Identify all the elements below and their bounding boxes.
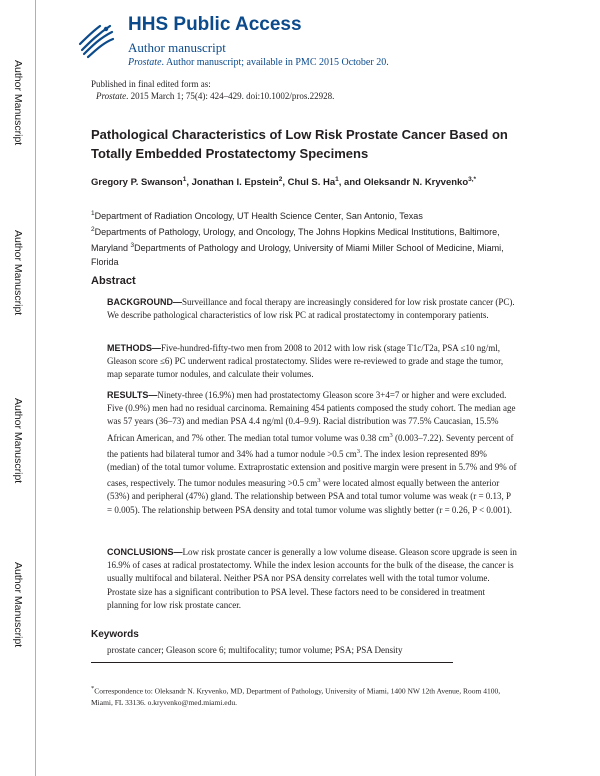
article-title: Pathological Characteristics of Low Risk Prostate Cancer Based on Totally Embedded Prostatectomy Specimens xyxy=(91,127,508,161)
abstract-heading: Abstract xyxy=(91,275,136,287)
availability-text: . Author manuscript; available in PMC 2015 October 20. xyxy=(161,57,389,68)
citation-text: . 2015 March 1; 75(4): 424–429. doi:10.1002/pros.22928. xyxy=(126,91,335,101)
author-affiliation-sup: 3,* xyxy=(468,176,477,183)
abstract-methods: METHODS—Five-hundred-fifty-two men from 2008 to 2012 with low risk (stage T1c/T2a, PSA ≤10 ng/ml, Gleason score ≤6) PC underwent radical prostatectomy. Slides were re-reviewed to grade and stage the tumor, map separate tumor nodules, and calculate their volumes. xyxy=(107,343,504,380)
conclusions-label: CONCLUSIONS— xyxy=(107,547,183,557)
hhs-public-access-title: HHS Public Access xyxy=(128,14,302,35)
sidebar-author-manuscript-2: Author Manuscript xyxy=(12,230,24,316)
methods-label: METHODS— xyxy=(107,343,161,353)
keywords-heading: Keywords xyxy=(91,629,139,640)
abstract-conclusions: CONCLUSIONS—Low risk prostate cancer is generally a low volume disease. Gleason score upgrade is seen in 16.9% of cases at radical prostatectomy. While the index lesion accounts for the bulk of the disease, the cancer is usually multifocal and bilateral. Neither PSA nor PSA density correlates well with the total tumor volume. Prostate size has a significant contribution to PSA level. These factors need to be considered in treatment planning for low risk prostate cancer. xyxy=(107,547,517,610)
author-list: Gregory P. Swanson$^1$, Jonathan I. Epstein$^2$, Chul S. Ha$^1$, and Oleksandr N. Kryvenko$^{3,*}$ xyxy=(91,176,477,189)
author-name: Gregory P. Swanson xyxy=(91,177,183,189)
publication-info xyxy=(91,78,334,102)
citation-journal: Prostate xyxy=(96,91,127,101)
footnote-divider xyxy=(91,662,453,663)
sidebar-divider xyxy=(35,0,36,776)
author-manuscript-label: Author manuscript xyxy=(128,40,226,55)
hhs-eagle-logo-icon xyxy=(76,20,116,60)
journal-name: Prostate xyxy=(128,57,162,68)
affiliation-2: Departments of Pathology, Urology, and Oncology, The Johns Hopkins Medical Institutions, Baltimore, Maryland xyxy=(91,227,500,253)
author-affiliation-sup: 1 xyxy=(182,176,187,183)
abstract-background: BACKGROUND—Surveillance and focal therapy are increasingly considered for low risk prostate cancer (PC). We describe pathological characteristics of low risk PC at radical prostatectomy in contemporary patients. xyxy=(107,297,515,321)
author-name: Jonathan I. Epstein xyxy=(191,177,279,189)
abstract-results: RESULTS—Ninety-three (16.9%) men had prostatectomy Gleason score 3+4=7 or higher and were excluded. Five (0.9%) men had no residual carcinoma. Remaining 454 patients composed the study cohort. The median age was 57 years (36–73) and median PSA 4.4 ng/ml (0.4–9.9). Racial distribution was 77.5% Caucasian, 15.5% African American, and 7% other. The median total tumor volume was 0.38 $cm^3$ (0.003–7.22). Seventy percent of the patients had bilateral tumor and 34% had a tumor nodule >0.5 $cm^3$. The index lesion represented 89% (median) of the total tumor volume. Extraprostatic extension and positive margin were present in 5.7% and 9% of cases, respectively. The tumor nodules measuring >0.5 $cm^3$ were located almost equally between the anterior (53%) and peripheral (47%) gland. The relationship between PSA and total tumor volume was weak (r = 0.13, P = 0.005). The relationship between PSA density and total tumor volume was slightly better (r = 0.26, P < 0.001). xyxy=(107,390,517,515)
sidebar-author-manuscript-3: Author Manuscript xyxy=(12,398,24,484)
affiliations: $^1$Department of Radiation Oncology, UT Health Science Center, San Antonio, Texas $^2$Departments of Pathology, Urology, and Oncology, The Johns Hopkins Medical Institutions, Baltimore, Maryland $^3$Departments of Pathology and Urology, University of Miami Miller School of Medicine, Miami, Florida xyxy=(91,210,504,267)
published-in-label: Published in final edited form as: xyxy=(91,79,211,89)
author-name: Chul S. Ha xyxy=(287,177,336,189)
correspondence-footnote: *Correspondence to: Oleksandr N. Kryvenko, MD, Department of Pathology, University of Miami, 1400 NW 12th Avenue, Room 4100, Miami, FL 33136. o.kryvenko@med.miami.edu. xyxy=(91,685,501,707)
keywords-list: prostate cancer; Gleason score 6; multifocality; tumor volume; PSA; PSA Density xyxy=(107,645,403,655)
background-label: BACKGROUND— xyxy=(107,297,182,307)
sidebar-author-manuscript-4: Author Manuscript xyxy=(12,562,24,648)
author-name: Oleksandr N. Kryvenko xyxy=(363,177,469,189)
author-affiliation-sup: 2 xyxy=(278,176,283,183)
affiliation-3: Departments of Pathology and Urology, University of Miami Miller School of Medicine, Miami, Florida xyxy=(91,243,504,267)
results-label: RESULTS— xyxy=(107,390,158,400)
sidebar-author-manuscript-1: Author Manuscript xyxy=(12,60,24,146)
author-affiliation-sup: 1 xyxy=(335,176,339,183)
affiliation-1: Department of Radiation Oncology, UT Health Science Center, San Antonio, Texas xyxy=(94,211,423,221)
availability-line xyxy=(128,57,389,68)
